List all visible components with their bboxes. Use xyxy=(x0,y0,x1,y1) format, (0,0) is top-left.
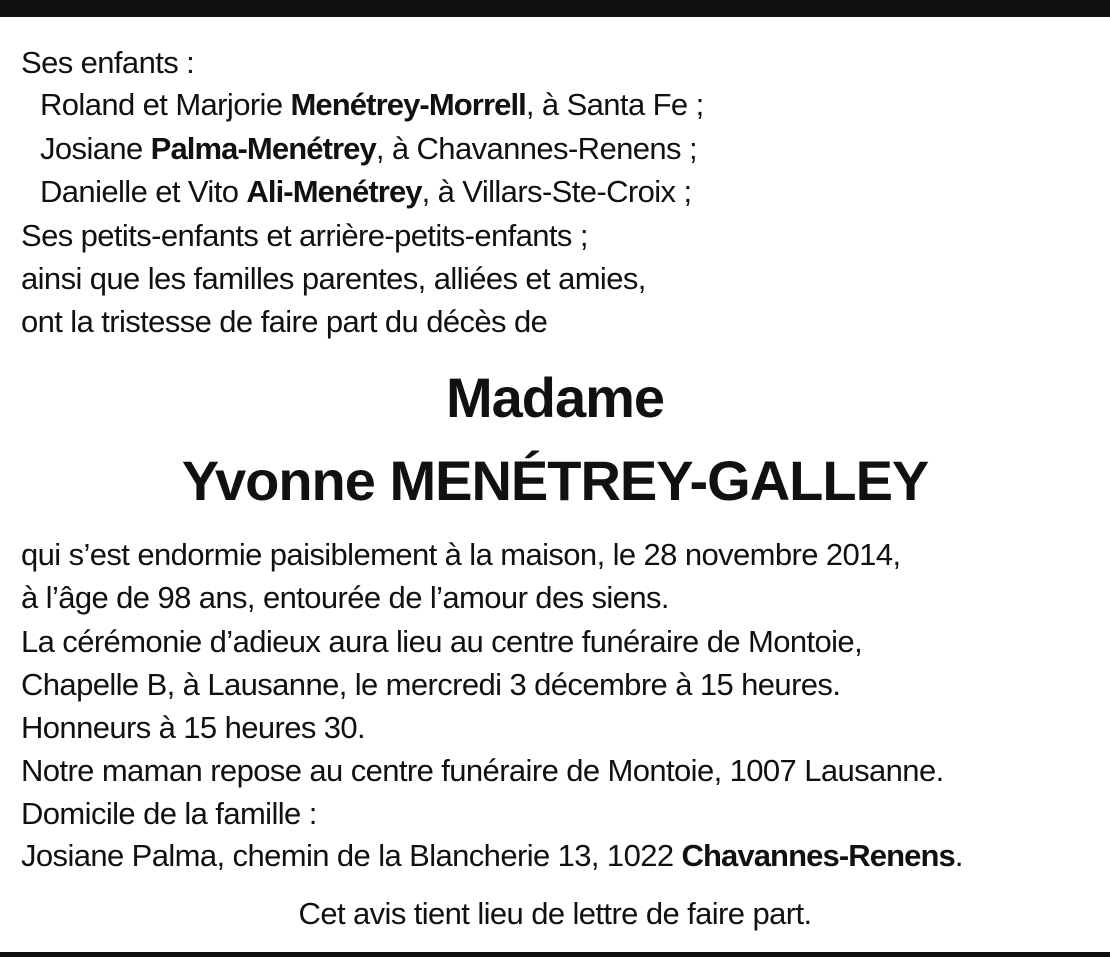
detail-line-6: Notre maman repose au centre funéraire de Montoie, 1007 Lausanne. xyxy=(21,753,944,788)
grandchildren-line: Ses petits-enfants et arrière-petits-enfants ; xyxy=(21,218,588,253)
detail-line-7: Domicile de la famille : xyxy=(21,796,317,831)
child-1-first-names: Roland et Marjorie xyxy=(40,87,291,122)
child-3-first-names: Danielle et Vito xyxy=(40,174,247,209)
top-rule xyxy=(0,0,1110,17)
child-2-location: , à Chavannes-Renens ; xyxy=(375,131,697,166)
deceased-name: Yvonne MENÉTREY-GALLEY xyxy=(181,449,929,512)
announcement-line: ont la tristesse de faire part du décès de xyxy=(21,304,548,339)
child-3-surname: Ali-Menétrey xyxy=(246,174,422,209)
child-line-1 xyxy=(40,85,704,125)
bottom-rule xyxy=(0,952,1110,957)
child-2-first-names: Josiane xyxy=(40,131,151,166)
families-line: ainsi que les familles parentes, alliées et amies, xyxy=(21,261,646,296)
child-line-2 xyxy=(40,129,697,169)
closing-line: Cet avis tient lieu de lettre de faire part. xyxy=(298,896,812,931)
detail-line-3: La cérémonie d’adieux aura lieu au centre funéraire de Montoie, xyxy=(21,624,863,659)
child-2-surname: Palma-Menétrey xyxy=(150,131,376,166)
child-1-location: , à Santa Fe ; xyxy=(525,87,704,122)
child-1-surname: Menétrey-Morrell xyxy=(290,87,526,122)
child-line-3 xyxy=(40,172,692,212)
deceased-title: Madame xyxy=(445,366,665,429)
detail-line-8 xyxy=(21,836,963,876)
children-heading: Ses enfants : xyxy=(21,45,195,80)
detail-line-5: Honneurs à 15 heures 30. xyxy=(21,710,366,745)
detail-line-4: Chapelle B, à Lausanne, le mercredi 3 décembre à 15 heures. xyxy=(21,667,841,702)
family-town: Chavannes-Renens xyxy=(681,838,955,873)
family-address-period: . xyxy=(954,838,963,873)
child-3-location: , à Villars-Ste-Croix ; xyxy=(421,174,692,209)
family-address: Josiane Palma, chemin de la Blancherie 13, 1022 xyxy=(21,838,682,873)
detail-line-2: à l’âge de 98 ans, entourée de l’amour des siens. xyxy=(21,580,669,615)
detail-line-1: qui s’est endormie paisiblement à la maison, le 28 novembre 2014, xyxy=(21,537,901,572)
